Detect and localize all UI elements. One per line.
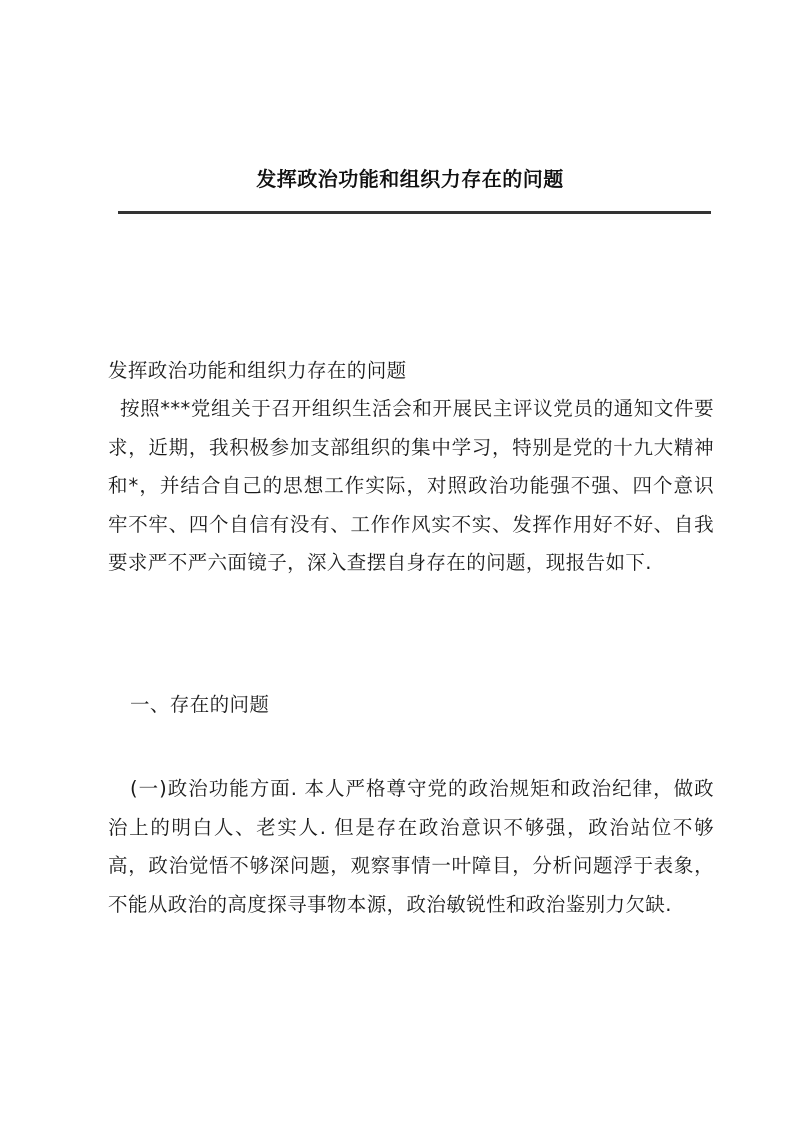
title-underline <box>118 211 711 214</box>
intro-paragraph: 按照***党组关于召开组织生活会和开展民主评议党员的通知文件要求，近期，我积极参加支部组织的集中学习，特别是党的十九大精神和*，并结合自己的思想工作实际，对照政治功能强不强、四个意识牢不牢、四个自信有没有、工作作风实不实、发挥作用好不好、自我要求严不严六面镜子，深入查摆自身存在的问题，现报告如下. <box>108 397 714 574</box>
document-title: 发挥政治功能和组织力存在的问题 <box>256 167 564 191</box>
point-one-paragraph: (一)政治功能方面. 本人严格尊守党的政治规矩和政治纪律，做政治上的明白人、老实人. 但是存在政治意识不够强，政治站位不够高，政治觉悟不够深问题，观察事情一叶障目，分析问题浮于表象，不能从政治的高度探寻事物本源，政治敏锐性和政治鉴别力欠缺. <box>108 777 714 916</box>
section-heading: 一、存在的问题 <box>130 693 270 716</box>
document-subtitle: 发挥政治功能和组织力存在的问题 <box>108 359 407 382</box>
